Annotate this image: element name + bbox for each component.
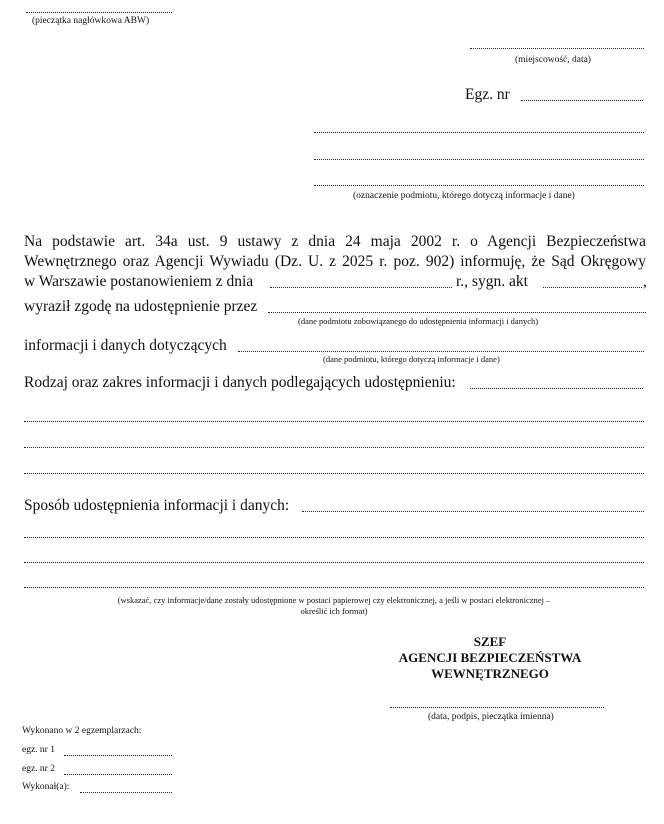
info-caption: (dane podmiotu, którego dotyczą informacje i dane) (323, 354, 500, 364)
copy-number-line[interactable] (521, 100, 643, 101)
decision-date-line[interactable] (270, 287, 452, 288)
method-caption-1: (wskazać, czy informacje/dane zostały udostępnione w postaci papierowej czy elektronicznej, a jeśli w postaci elektronicznej – (117, 595, 551, 605)
scope-line-1[interactable] (24, 421, 644, 422)
signature-title-3: WEWNĘTRZNEGO (431, 666, 549, 681)
intro-line-1: Na podstawie art. 34a ust. 9 ustawy z dnia 24 maja 2002 r. o Agencji Bezpieczeństwa (24, 233, 646, 250)
signature-caption: (data, podpis, pieczątka imienna) (428, 712, 554, 722)
consent-line[interactable] (268, 312, 646, 313)
made-by-line[interactable] (80, 792, 172, 793)
scope-label: Rodzaj oraz zakres informacji i danych podlegających udostępnieniu: (24, 374, 456, 391)
scope-line-0[interactable] (470, 388, 643, 389)
info-label: informacji i danych dotyczących (24, 337, 227, 354)
method-label: Sposób udostępnienia informacji i danych: (24, 497, 290, 514)
subject-line-2[interactable] (314, 159, 644, 160)
signature-title-1: SZEF (473, 634, 507, 649)
method-line-2[interactable] (24, 562, 644, 563)
copy1-label: egz. nr 1 (22, 745, 55, 755)
place-date-caption: (miejscowość, data) (515, 55, 591, 65)
subject-caption: (oznaczenie podmiotu, którego dotyczą informacje i dane) (353, 191, 575, 201)
intro-line-3a: w Warszawie postanowieniem z dnia (24, 273, 254, 290)
copies-label: Wykonano w 2 egzemplarzach: (22, 726, 142, 736)
info-line[interactable] (238, 351, 644, 352)
copy2-label: egz. nr 2 (22, 764, 55, 774)
place-date-line[interactable] (470, 48, 644, 49)
method-line-1[interactable] (24, 537, 644, 538)
signature-line[interactable] (390, 707, 604, 708)
scope-line-2[interactable] (24, 447, 644, 448)
made-by-label: Wykonał(a): (22, 782, 70, 792)
copy-number-label: Egz. nr (465, 86, 510, 103)
method-line-3[interactable] (24, 587, 644, 588)
copy2-line[interactable] (64, 774, 172, 775)
stamp-line (26, 12, 172, 13)
subject-line-1[interactable] (314, 132, 644, 133)
signature-title-2: AGENCJI BEZPIECZEŃSTWA (398, 650, 582, 665)
intro-line-3b: r., sygn. akt (456, 273, 528, 290)
subject-line-3[interactable] (314, 185, 644, 186)
comma: , (643, 273, 647, 290)
stamp-caption: (pieczątka nagłówkowa ABW) (32, 16, 150, 26)
method-line-0[interactable] (302, 511, 644, 512)
case-ref-line[interactable] (543, 287, 642, 288)
consent-caption: (dane podmiotu zobowiązanego do udostępnienia informacji i danych) (298, 316, 539, 326)
scope-line-3[interactable] (24, 473, 644, 474)
consent-label: wyraził zgodę na udostępnienie przez (24, 298, 258, 315)
method-caption-2: określić ich format) (300, 606, 368, 616)
copy1-line[interactable] (64, 755, 172, 756)
intro-line-2: Wewnętrznego oraz Agencji Wywiadu (Dz. U. z 2025 r. poz. 902) informuję, że Sąd Okręgowy (24, 253, 646, 270)
